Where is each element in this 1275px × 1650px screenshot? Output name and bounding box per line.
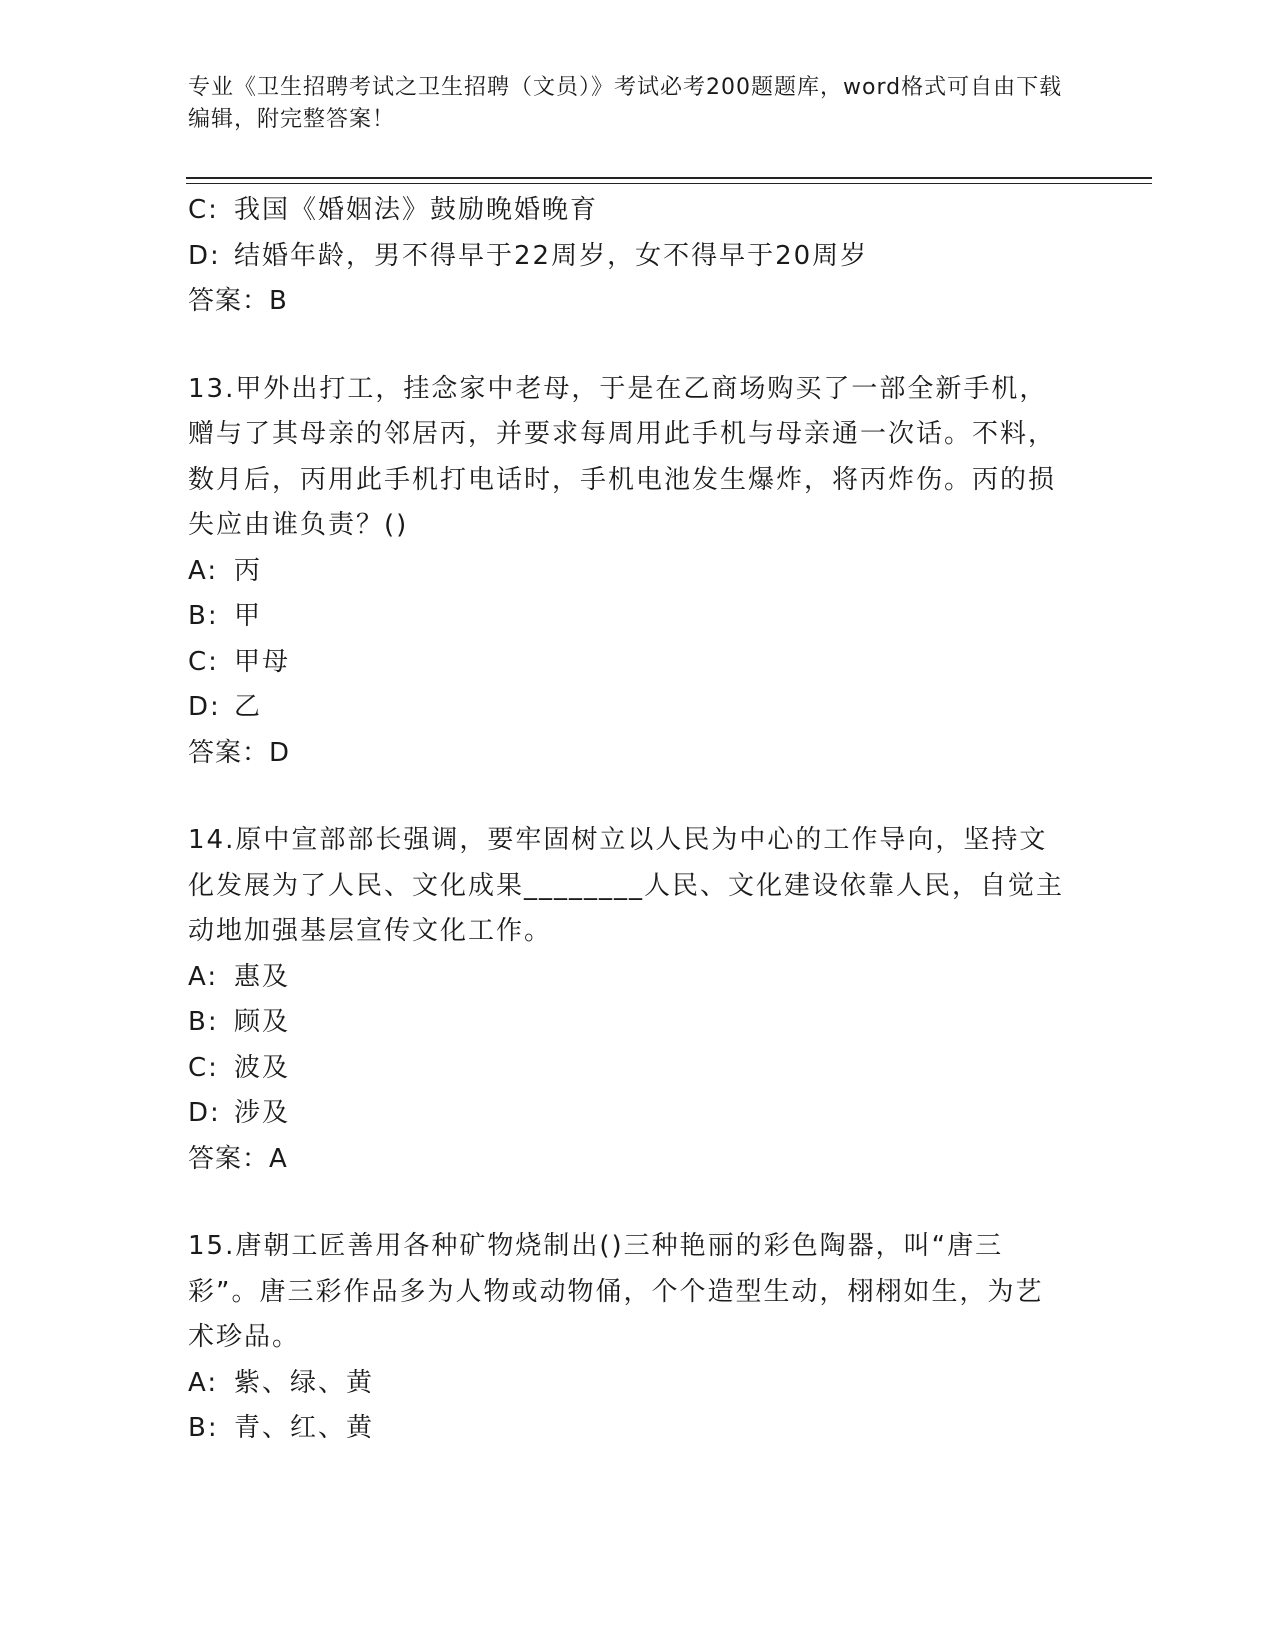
question-stem: 15.唐朝工匠善用各种矿物烧制出()三种艳丽的彩色陶器，叫“唐三彩”。唐三彩作品多为人物或动物俑，个个造型生动，栩栩如生，为艺术珍品。 — [188, 1231, 1044, 1352]
question-stem: 14.原中宣部部长强调，要牢固树立以人民为中心的工作导向，坚持文化发展为了人民、文化成果________人民、文化建设依靠人民，自觉主动地加强基层宣传文化工作。 — [188, 825, 1065, 946]
option-text: 我国《婚姻法》鼓励晚婚晚育 — [234, 195, 599, 225]
option-item — [188, 188, 1088, 234]
option-key: D: — [188, 692, 221, 722]
document-header: 专业《卫生招聘考试之卫生招聘（文员）》考试必考200题题库，word格式可自由下载编辑，附完整答案！ — [188, 75, 1063, 132]
answer-line: 答案：B — [188, 286, 288, 316]
option-text: 结婚年龄，男不得早于22周岁，女不得早于20周岁 — [234, 240, 869, 271]
option-item — [188, 640, 1088, 686]
option-key: B: — [188, 1413, 219, 1443]
option-text: 波及 — [234, 1052, 291, 1083]
option-item — [188, 1091, 1088, 1137]
option-text: 甲母 — [234, 646, 291, 677]
header-divider-thin — [186, 183, 1152, 184]
option-key: A: — [188, 555, 219, 586]
option-key: D: — [188, 240, 221, 271]
option-key: C: — [188, 195, 219, 225]
option-item — [188, 1046, 1088, 1092]
question-stem: 13.甲外出打工，挂念家中老母，于是在乙商场购买了一部全新手机，赠与了其母亲的邻居丙，并要求每周用此手机与母亲通一次话。不料，数月后，丙用此手机打电话时，手机电池发生爆炸，将丙炸伤。丙的损失应由谁负责？() — [188, 373, 1057, 540]
answer-line: 答案：D — [188, 737, 291, 768]
option-text: 涉及 — [234, 1098, 291, 1128]
option-key: A: — [188, 961, 219, 992]
question-content — [188, 188, 1088, 1452]
prev-question-block — [188, 188, 1088, 325]
option-key: B: — [188, 601, 219, 631]
option-item — [188, 1000, 1088, 1046]
answer-line: 答案：A — [188, 1143, 288, 1174]
option-item — [188, 549, 1088, 595]
option-text: 乙 — [234, 692, 263, 722]
option-key: B: — [188, 1007, 219, 1037]
header-divider-thick — [186, 177, 1152, 179]
option-key: D: — [188, 1098, 221, 1128]
option-item — [188, 685, 1088, 731]
question-block — [188, 367, 1088, 777]
option-item — [188, 1406, 1088, 1452]
option-item — [188, 955, 1088, 1001]
option-text: 紫、绿、黄 — [234, 1367, 375, 1398]
question-block — [188, 818, 1088, 1182]
option-key: A: — [188, 1367, 219, 1398]
question-block — [188, 1224, 1088, 1452]
option-text: 青、红、黄 — [234, 1413, 375, 1443]
option-text: 惠及 — [234, 961, 291, 992]
option-key: C: — [188, 1052, 219, 1083]
option-item — [188, 1361, 1088, 1407]
option-key: C: — [188, 646, 219, 677]
option-text: 甲 — [234, 601, 263, 631]
option-item — [188, 234, 1088, 280]
option-text: 丙 — [234, 555, 263, 586]
option-text: 顾及 — [234, 1007, 291, 1037]
option-item — [188, 594, 1088, 640]
